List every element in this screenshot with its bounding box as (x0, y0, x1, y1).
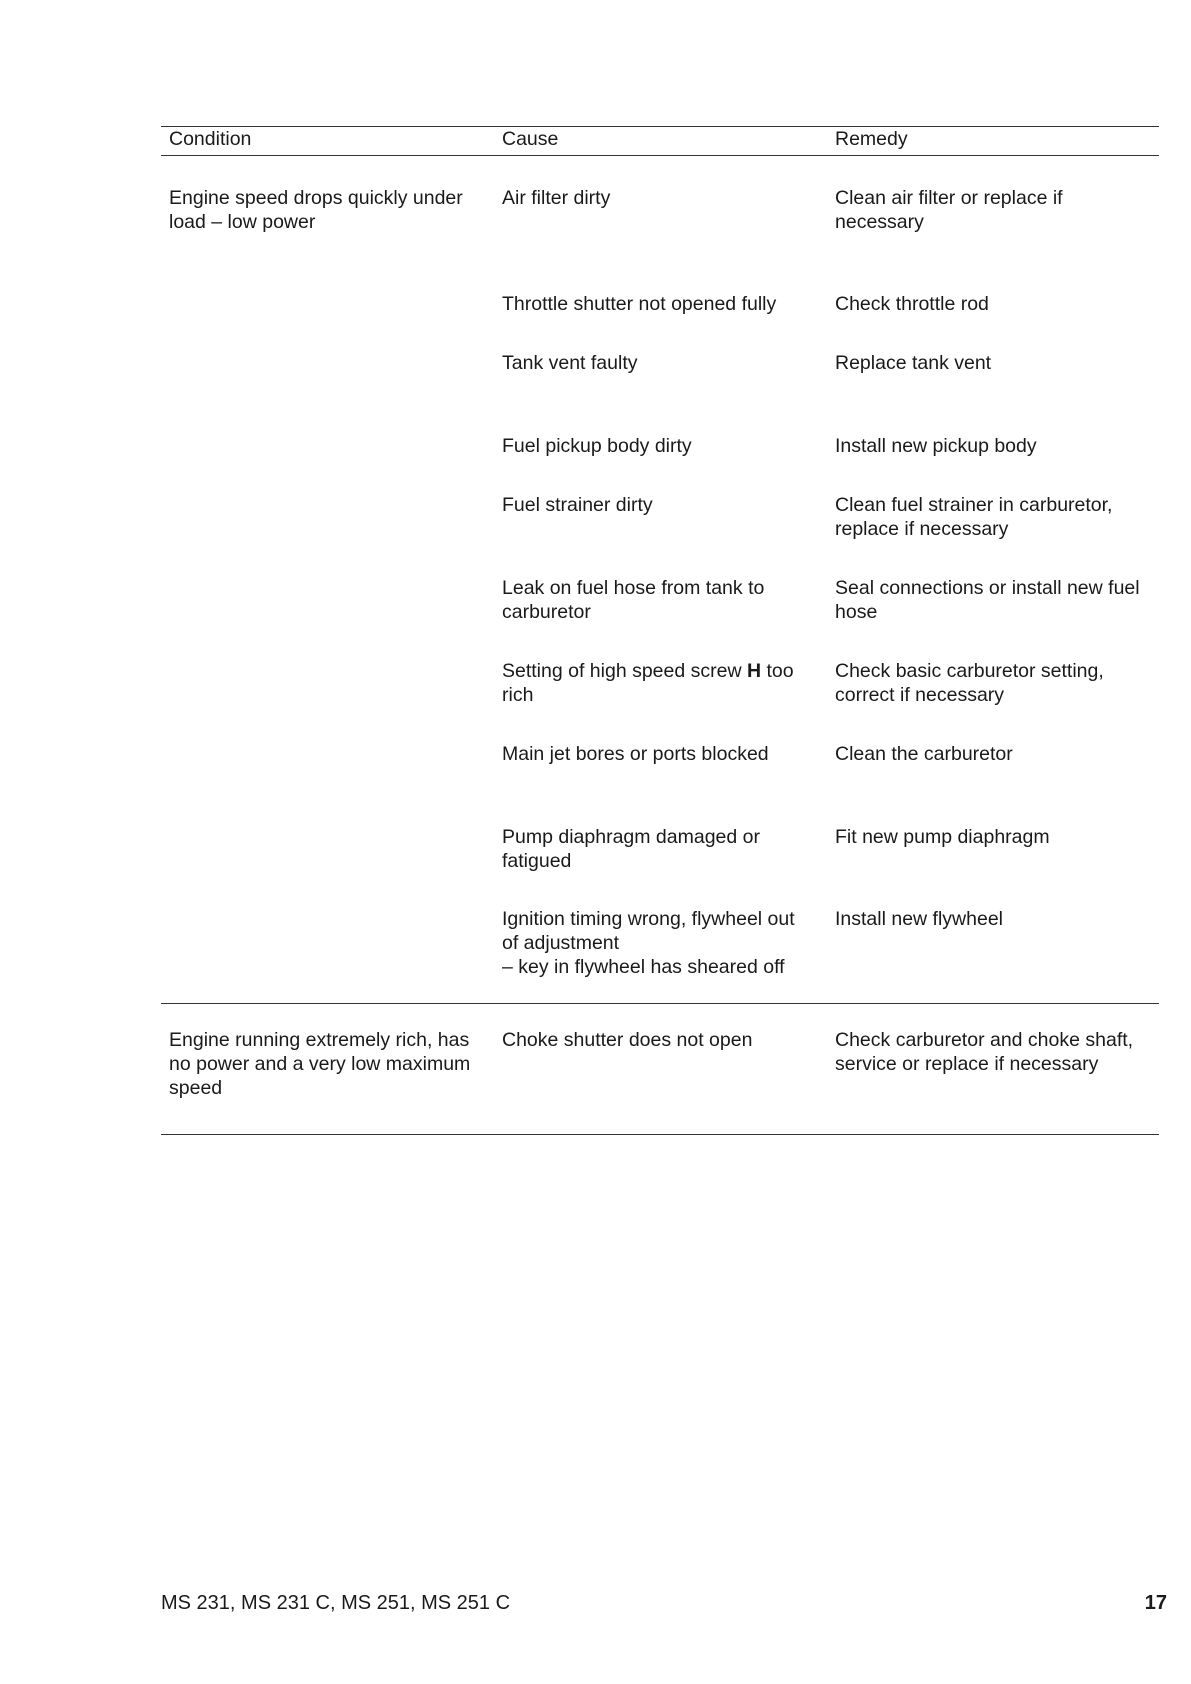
remedy-cell: Install new pickup body (835, 435, 1037, 457)
column-header-remedy: Remedy (835, 128, 908, 150)
remedy-cell: Clean air filter or replace if necessary (835, 187, 1063, 233)
page-number: 17 (1144, 1592, 1167, 1614)
footer-model-list: MS 231, MS 231 C, MS 251, MS 251 C (161, 1592, 511, 1614)
condition-cell: Engine speed drops quickly under load – low power (169, 187, 463, 233)
remedy-cell: Fit new pump diaphragm (835, 826, 1050, 848)
column-header-condition: Condition (169, 128, 252, 150)
group-divider-rule (161, 1003, 1159, 1004)
remedy-cell: Check throttle rod (835, 293, 989, 315)
table-bottom-rule (161, 1134, 1159, 1135)
cause-cell: Fuel strainer dirty (502, 494, 653, 516)
cause-cell: Setting of high speed screw H too rich (502, 660, 794, 706)
header-bottom-rule (161, 155, 1159, 156)
remedy-cell: Check carburetor and choke shaft, service or replace if necessary (835, 1029, 1134, 1075)
remedy-cell: Check basic carburetor setting, correct if necessary (835, 660, 1104, 706)
cause-cell: Air filter dirty (502, 187, 611, 209)
cause-cell: Pump diaphragm damaged or fatigued (502, 826, 760, 872)
screw-label-h: H (746, 660, 762, 682)
column-header-cause: Cause (502, 128, 559, 150)
remedy-cell: Clean the carburetor (835, 743, 1013, 765)
remedy-cell: Clean fuel strainer in carburetor, replace if necessary (835, 494, 1113, 540)
remedy-cell: Seal connections or install new fuel hose (835, 577, 1140, 623)
cause-cell: Fuel pickup body dirty (502, 435, 692, 457)
cause-cell: Throttle shutter not opened fully (502, 293, 777, 315)
cause-cell: Main jet bores or ports blocked (502, 743, 769, 765)
remedy-cell: Install new flywheel (835, 908, 1003, 930)
cause-cell: Choke shutter does not open (502, 1029, 753, 1051)
cause-cell: Leak on fuel hose from tank to carburetor (502, 577, 765, 623)
remedy-cell: Replace tank vent (835, 352, 992, 374)
cause-cell: Ignition timing wrong, flywheel out of adjustment – key in flywheel has sheared off (502, 908, 795, 978)
cause-cell: Tank vent faulty (502, 352, 638, 374)
condition-cell: Engine running extremely rich, has no power and a very low maximum speed (169, 1029, 471, 1099)
